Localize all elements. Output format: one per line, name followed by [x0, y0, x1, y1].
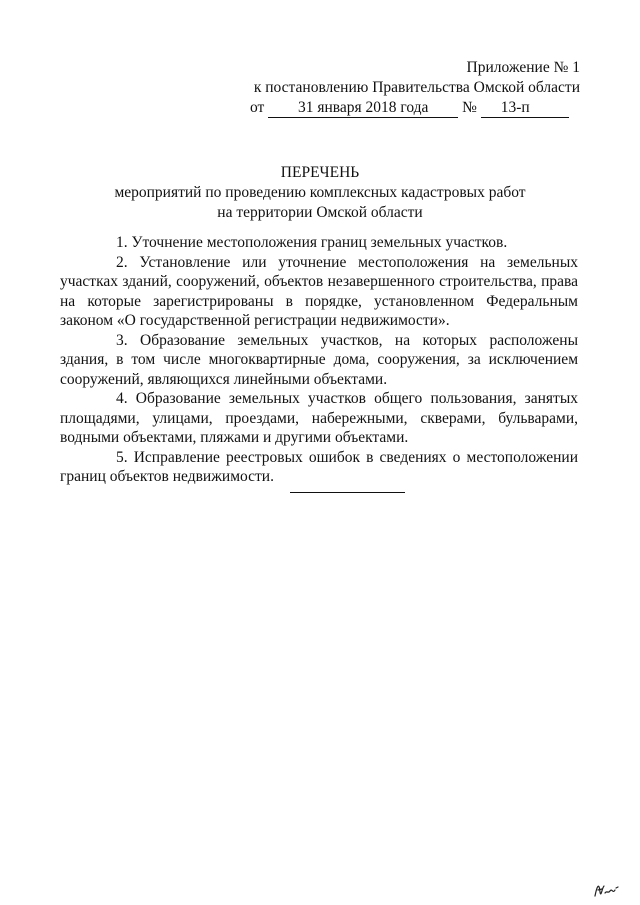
appendix-number: Приложение № 1: [466, 59, 580, 76]
list-item: 1. Уточнение местоположения границ земельных участков.: [116, 234, 508, 251]
appendix-reference: к постановлению Правительства Омской области: [253, 79, 580, 96]
list-item: 4. Образование земельных участков общего пользования, занятых площадями, улицами, проездами, набережными, скверами, бульварами, водными объектами, пляжами и другими объектами.: [60, 390, 578, 446]
decree-date-number: [250, 98, 580, 118]
number-label: №: [462, 99, 477, 116]
title-heading: ПЕРЕЧЕНЬ: [280, 164, 360, 181]
list-item: 3. Образование земельных участков, на которых расположены здания, в том числе многоквартирные дома, сооружения, за исключением сооружений, являющихся линейными объектами.: [60, 331, 578, 388]
list-item: 2. Установление или уточнение местоположения на земельных участках зданий, сооружений, объектов незавершенного строительства, права на которые зарегистрированы в порядке, установленном Федеральным законом «О государственной регистрации недвижимости».: [60, 253, 578, 329]
handwritten-initials-icon: [592, 878, 620, 900]
appendix-header: [250, 58, 580, 118]
end-divider: [290, 492, 405, 493]
decree-number: 13-п: [481, 99, 569, 118]
decree-date: 31 января 2018 года: [268, 99, 458, 118]
title-subtitle-line1: мероприятий по проведению комплексных кадастровых работ: [114, 184, 526, 201]
title-subtitle-line2: на территории Омской области: [217, 204, 423, 221]
measures-list: [60, 233, 578, 487]
list-item: 5. Исправление реестровых ошибок в сведениях о местоположении границ объектов недвижимости.: [60, 448, 578, 485]
from-label: от: [250, 99, 265, 116]
document-title: [0, 163, 640, 223]
